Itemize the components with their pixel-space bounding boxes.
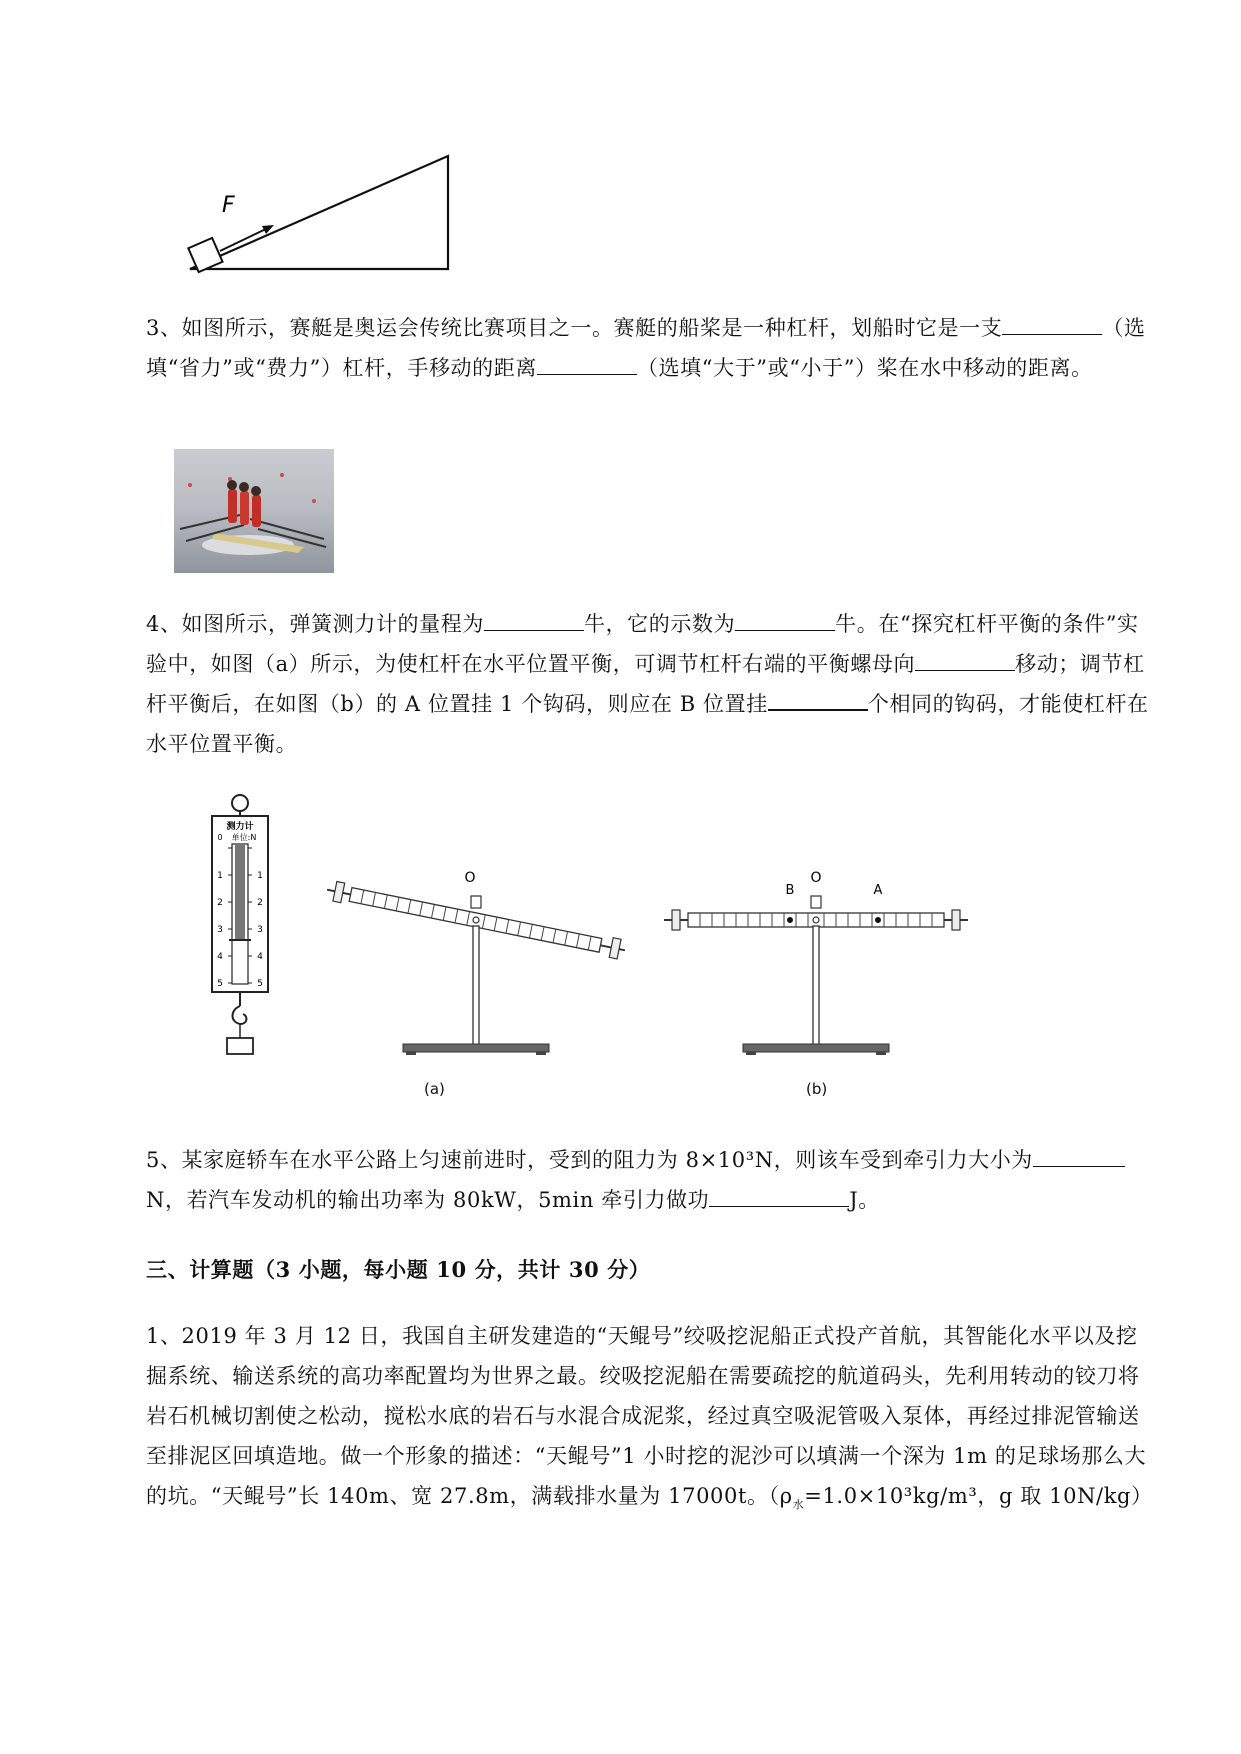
force-arrow	[220, 227, 270, 251]
scale-right-4: 4	[257, 952, 263, 962]
incline-figure	[170, 150, 460, 275]
q4-blank-3	[915, 646, 1015, 671]
calc1-text-1: 1、2019 年 3 月 12 日，我国自主研发建造的“天鲲号”绞吸挖泥船正式投产首航，其智能化水平以及挖掘系统、输送系统的高功率配置均为世界之最。绞吸挖泥船在需要疏挖的航道码头，先利用转动的铰刀将岩石机械切割使之松动，搅松水底的岩石与水混合成泥浆，经过真空吸泥管吸入泵体，再经过排泥管输送至排泥区回填造地。做一个形象的描述：“天鲲号”1 小时挖的泥沙可以填满一个深为 1m 的足球场那么大的坑。“天鲲号”长 140m、宽 27.8m，满载排水量为 17000t。（ρ	[146, 1324, 1147, 1508]
q4-text-4: 移动；调节杠杆平衡后，在如图（b）的 A 位置挂 1 个钩码，则应在 B 位置挂	[146, 652, 1145, 716]
q3-blank-1	[1002, 310, 1102, 335]
q4-blank-4	[768, 685, 868, 711]
calc1-text-2: =1.0×10³kg/m³，g 取 10N/kg）	[804, 1484, 1153, 1508]
pivot-label-b: O	[810, 870, 822, 886]
force-label: F	[222, 193, 235, 218]
lever-b	[662, 860, 982, 1070]
q4-blank-2	[735, 606, 835, 631]
section-heading: 三、计算题（3 小题，每小题 10 分，共计 30 分）	[146, 1257, 651, 1282]
q4-text-5: 个相同的钩码，才能使杠杆在水平位置平衡。	[146, 692, 1149, 756]
spring-scale	[200, 792, 280, 1062]
point-b-dot	[787, 917, 793, 923]
q4-text-2: 牛，它的示数为	[583, 612, 736, 636]
calc-question-1	[146, 1316, 1158, 1525]
q5-text-2: N，若汽车发动机的输出功率为 80kW，5min 牵引力做功	[146, 1188, 710, 1212]
scale-left-3: 3	[217, 925, 223, 935]
q3-text-3: （选填“大于”或“小于”）桨在水中移动的距离。	[636, 356, 1093, 380]
scale-left-2: 2	[217, 898, 223, 908]
question-4	[146, 604, 1158, 764]
q3-text-2: （选填“省力”或“费力”）杠杆，手移动的距离	[146, 316, 1146, 380]
q4-blank-1	[484, 606, 584, 631]
meter-unit: 单位:N	[231, 833, 257, 842]
q5-text-3: J。	[849, 1188, 880, 1212]
meter-title: 测力计	[226, 822, 254, 832]
scale-left-5: 5	[217, 979, 223, 989]
q3-text-1: 3、如图所示，赛艇是奥运会传统比赛项目之一。赛艇的船桨是一种杠杆，划船时它是一支	[146, 316, 1003, 340]
q4-text-3: 牛。在“探究杠杆平衡的条件”实验中，如图（a）所示，为使杠杆在水平位置平衡，可调节杠杆右端的平衡螺母向	[146, 612, 1139, 676]
scale-right-1: 1	[257, 871, 263, 881]
question-3	[146, 308, 1158, 388]
caption-a: (a)	[424, 1080, 445, 1098]
scale-right-5: 5	[257, 979, 263, 989]
q5-blank-2	[709, 1182, 849, 1207]
q4-text-1: 4、如图所示，弹簧测力计的量程为	[146, 612, 484, 636]
point-a-label: A	[873, 883, 883, 898]
scale-left-4: 4	[217, 952, 223, 962]
scale-right-3: 3	[257, 925, 263, 935]
calc1-subscript: 水	[792, 1498, 805, 1512]
rowing-photo	[174, 449, 334, 573]
q3-blank-2	[537, 350, 637, 375]
lever-a	[318, 860, 638, 1070]
scale-right-2: 2	[257, 898, 263, 908]
point-a-dot	[875, 917, 881, 923]
point-b-label: B	[785, 883, 795, 898]
q5-blank-1	[1033, 1142, 1125, 1167]
caption-b: (b)	[806, 1080, 828, 1098]
scale-left-1: 1	[217, 871, 223, 881]
q5-text-1: 5、某家庭轿车在水平公路上匀速前进时，受到的阻力为 8×10³N，则该车受到牵引力大小为	[146, 1148, 1033, 1172]
question-5	[146, 1140, 1158, 1220]
scale-left-0: 0	[217, 833, 223, 842]
pivot-label-a: O	[464, 870, 476, 886]
